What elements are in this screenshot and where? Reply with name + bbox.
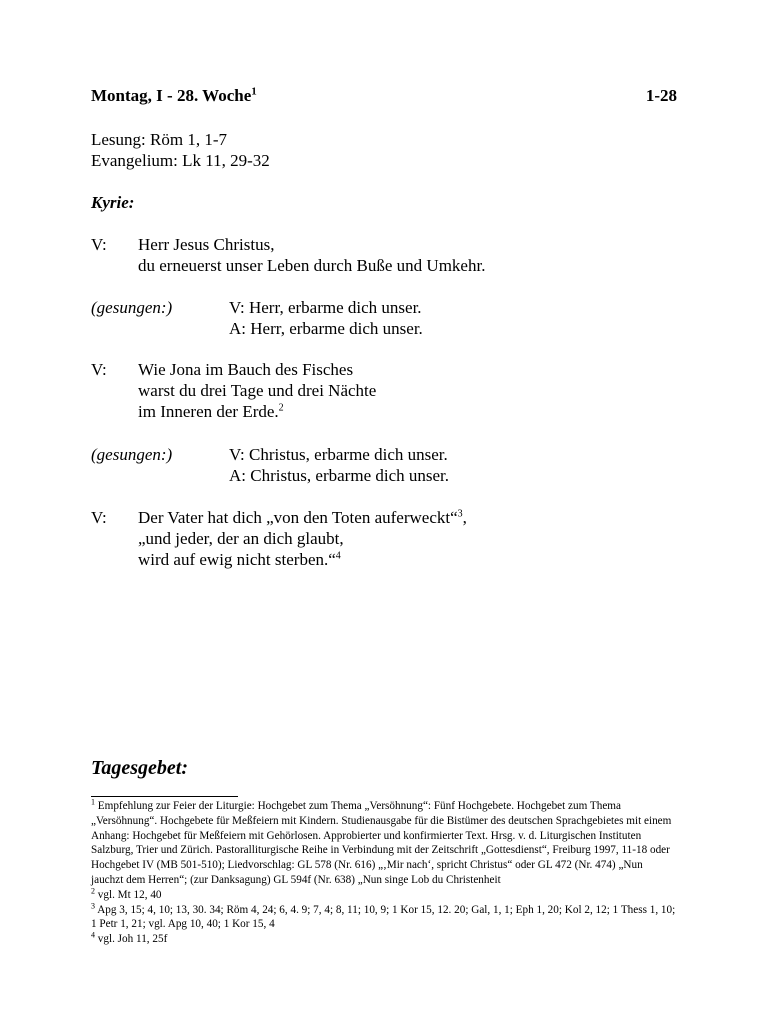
footnote-ref-2[interactable]: 2: [278, 402, 284, 414]
readings: [91, 129, 270, 171]
invocation-line: [138, 401, 376, 422]
page-header: [91, 86, 677, 108]
footnote-ref-4[interactable]: 4: [335, 550, 341, 562]
invocation-marker: V:: [91, 360, 107, 379]
tagesgebet-heading: Tagesgebet:: [91, 757, 189, 779]
footnote-text: vgl. Mt 12, 40: [97, 888, 162, 901]
reading-lesung: Lesung: Röm 1, 1-7: [91, 130, 227, 149]
footnote-number: 4: [91, 930, 95, 940]
page-title-text: Montag, I - 28. Woche: [91, 86, 252, 105]
invocation-line: warst du drei Tage und drei Nächte: [138, 381, 377, 400]
response-a: A: Christus, erbarme dich unser.: [229, 466, 450, 485]
footnote-number: 1: [91, 797, 95, 807]
invocation-text: [138, 507, 467, 570]
sung-lines: [229, 444, 449, 486]
invocation-line: du erneuerst unser Leben durch Buße und Umkehr.: [138, 256, 486, 275]
footnote-ref-3[interactable]: 3: [457, 508, 463, 520]
page-title: [91, 86, 257, 106]
invocation-text: [138, 359, 376, 422]
sung-lines: [229, 297, 423, 339]
invocation-line-text: wird auf ewig nicht sterben.“: [138, 550, 336, 569]
invocation-line: [138, 507, 467, 528]
sung-response-2: [91, 444, 591, 488]
footnote-text: vgl. Joh 11, 25f: [97, 933, 168, 946]
invocation-line: Wie Jona im Bauch des Fisches: [138, 360, 354, 379]
response-v: V: Christus, erbarme dich unser.: [229, 445, 448, 464]
response-v: V: Herr, erbarme dich unser.: [229, 298, 422, 317]
footnotes: [91, 799, 677, 947]
sung-label: (gesungen:): [91, 298, 173, 317]
invocation-line-text: Der Vater hat dich „von den Toten auferweckt“: [138, 508, 458, 527]
invocation-line: [138, 549, 467, 570]
footnote-divider: [91, 796, 238, 797]
footnote-2: [91, 888, 677, 903]
footnote-text: Empfehlung zur Feier der Liturgie: Hochgebet zum Thema „Versöhnung“: Fünf Hochgebete. Hochgebet zum Thema „Versöhnung“. Hochgebete für Meßfeiern mit Kindern. Studienausgabe für die Bistümer des deutschen Sprachgebietes mit einem Anhang: Hochgebet für Meßfeiern mit Gehörlosen. Approbierter und konfirmierter Text. Hrsg. v. d. Liturgischen Instituten Salzburg, Trier und Zürich. Pastoralliturgische Reihe in Verbindung mit der Zeitschrift „Gottesdienst“, Freiburg 1997, 11-18 oder Hochgebet IV (MB 501-510); Liedvorschlag: GL 578 (Nr. 616) „‚Mir nach‘, spricht Christus“ oder GL 472 (Nr. 474) „Nun jauchzt dem Herren“; (zur Danksagung) GL 594f (Nr. 638) „Nun singe Lob du Christenheit: [91, 800, 672, 886]
response-a: A: Herr, erbarme dich unser.: [229, 319, 423, 338]
reading-evangelium: Evangelium: Lk 11, 29-32: [91, 151, 270, 170]
page-number: 1-28: [645, 86, 677, 105]
invocation-marker: V:: [91, 508, 107, 527]
invocation-line-text: im Inneren der Erde.: [138, 402, 279, 421]
footnote-4: [91, 932, 677, 947]
kyrie-heading: Kyrie:: [91, 193, 135, 212]
footnote-number: 2: [91, 886, 95, 896]
footnote-text: Apg 3, 15; 4, 10; 13, 30. 34; Röm 4, 24; 6, 4. 9; 7, 4; 8, 11; 10, 9; 1 Kor 15, 12. 20; Gal, 1, 1; Eph 1, 20; Kol 2, 12; 1 Thess 1, 10; 1 Petr 1, 21; vgl. Apg 10, 40; 1 Kor 15, 4: [91, 903, 676, 931]
sung-response-1: [91, 297, 591, 341]
footnote-ref-1[interactable]: 1: [251, 85, 257, 98]
invocation-line-comma: ,: [462, 508, 467, 527]
sung-label: (gesungen:): [91, 445, 173, 464]
invocation-line: Herr Jesus Christus,: [138, 235, 275, 254]
invocation-line: „und jeder, der an dich glaubt,: [138, 529, 344, 548]
invocation-text: [138, 234, 485, 276]
footnote-1: [91, 799, 677, 888]
invocation-marker: V:: [91, 235, 107, 254]
footnote-number: 3: [91, 900, 95, 910]
footnote-3: [91, 900, 677, 933]
